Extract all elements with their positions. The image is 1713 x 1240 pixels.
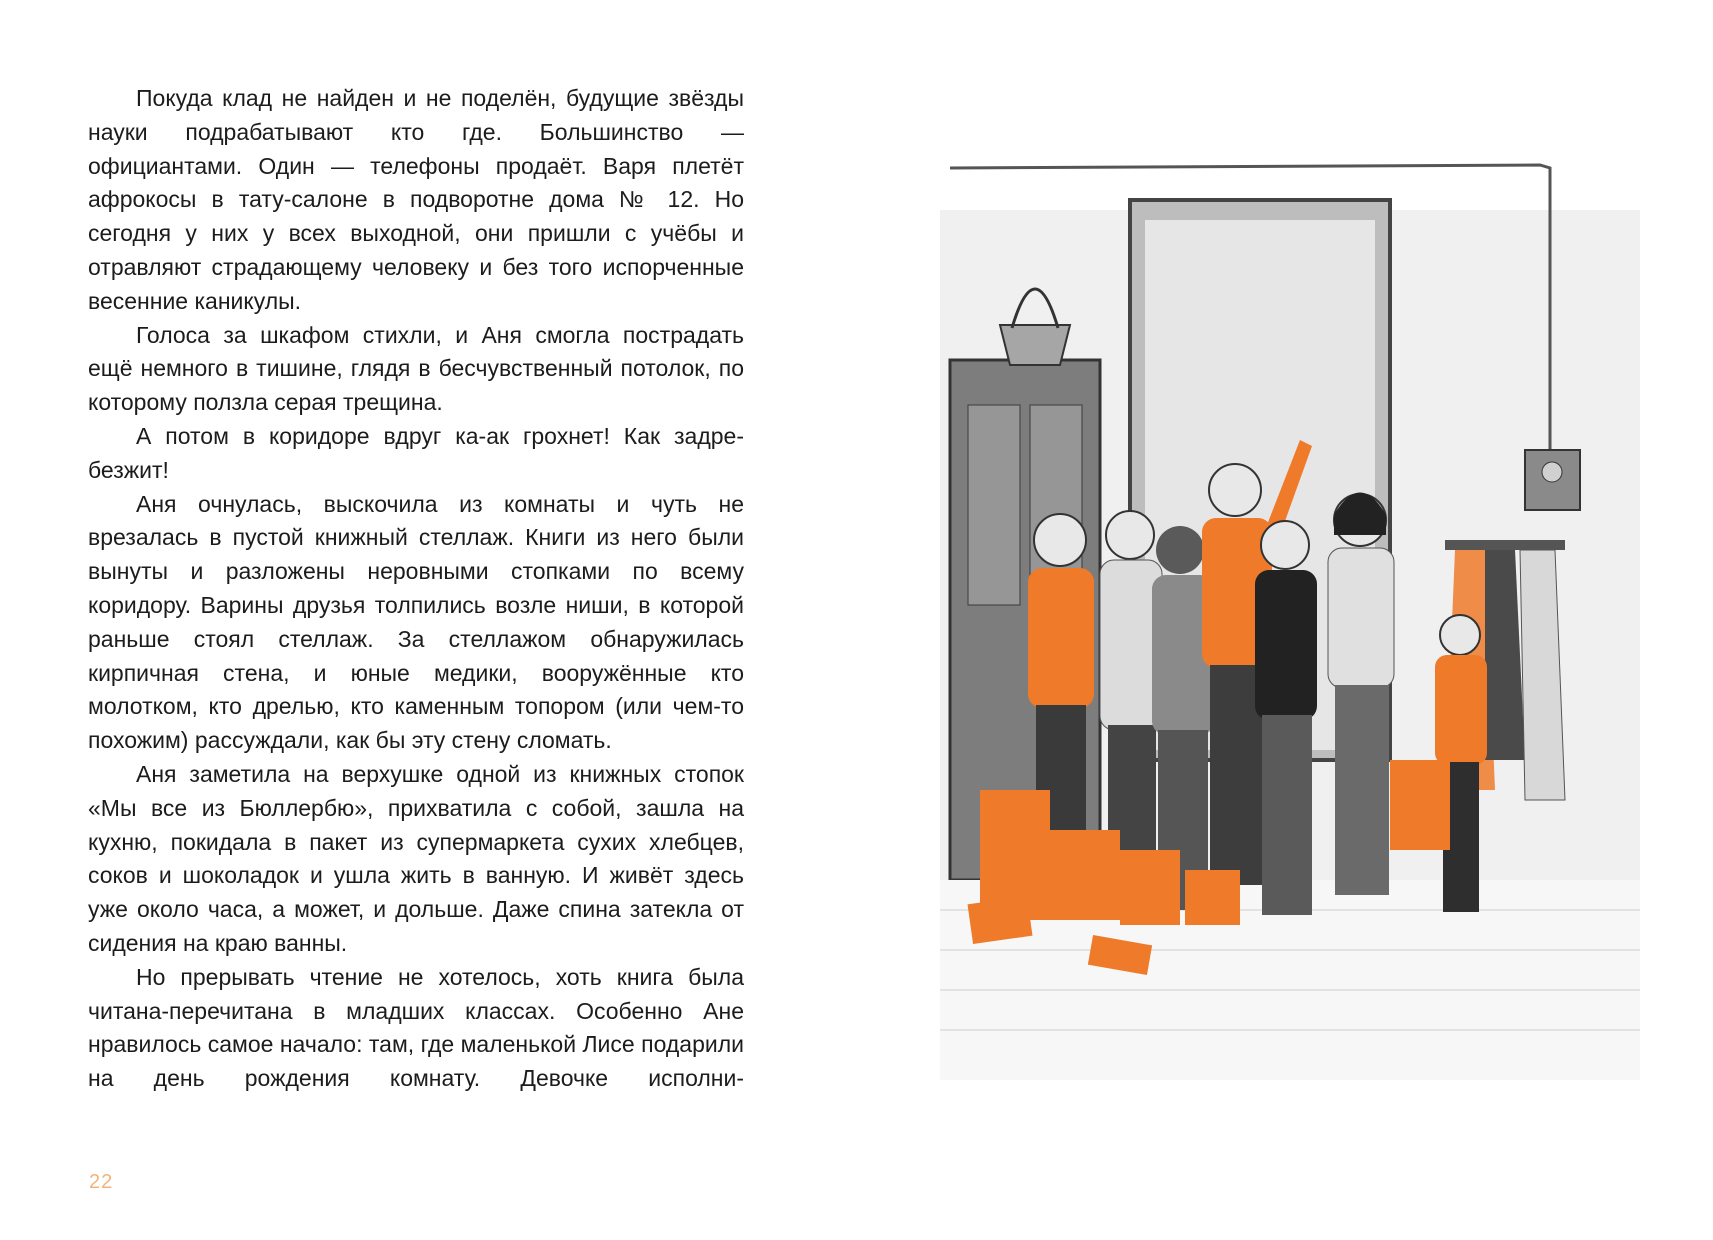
wardrobe-panel-left — [968, 405, 1020, 605]
paragraph-5: Аня заметила на верхушке одной из книжных стопок «Мы все из Бюллербю», прихватила с собой, зашла на кухню, покидала в пакет из супермаркета сухих хлебцев, соков и шоколадок и ушла жить в ванную. И живёт здесь уже около часа, а может, и дольше. Даже спина затекла от сидения на краю ванны. — [88, 760, 744, 956]
paragraph-6: Но прерывать чтение не хотелось, хоть книга была читана-перечитана в младших классах. Особенно Ане нравилось самое начало: там, где маленькой Лисе подарили на день рождения комнату. Девочке исполни- — [88, 963, 744, 1092]
paragraph-3: А потом в коридоре вдруг ка-ак грохнет! Как задребезжит! — [88, 422, 744, 483]
paragraph-2: Голоса за шкафом стихли, и Аня смогла пострадать ещё немного в тишине, глядя в бесчувственный потолок, по которому ползла серая трещина. — [88, 321, 744, 416]
coat-rack — [1445, 540, 1565, 550]
illustration-corridor-scene — [940, 150, 1640, 1100]
meter-dial — [1542, 462, 1562, 482]
page-number: 22 — [89, 1171, 114, 1193]
paragraph-1: Покуда клад не найден и не поделён, будущие звёзды науки подрабатывают кто где. Большинство — официантами. Один — телефоны продаёт. Варя плетёт афрокосы в тату-салоне в подворотне дома № 12. Но сегодня у них у всех выходной, они пришли с учёбы и отравляют страдающему человеку и без того испорченные весенние каникулы. — [88, 85, 744, 314]
text-page — [88, 82, 744, 1096]
paragraph-4: Аня очнулась, выскочила из комнаты и чуть не врезалась в пустой книжный стеллаж. Книги из него были вынуты и разложены неровными стопками по всему коридору. Варины друзья толпились возле ниши, в которой раньше стоял стеллаж. За стеллажом обнаружилась кирпичная стена, и юные медики, вооружённые кто молотком, кто дрелью, кто каменным топором (или чем-то похожим) рассуждали, как бы эту стену сломать. — [88, 490, 744, 754]
basket — [1000, 325, 1070, 365]
